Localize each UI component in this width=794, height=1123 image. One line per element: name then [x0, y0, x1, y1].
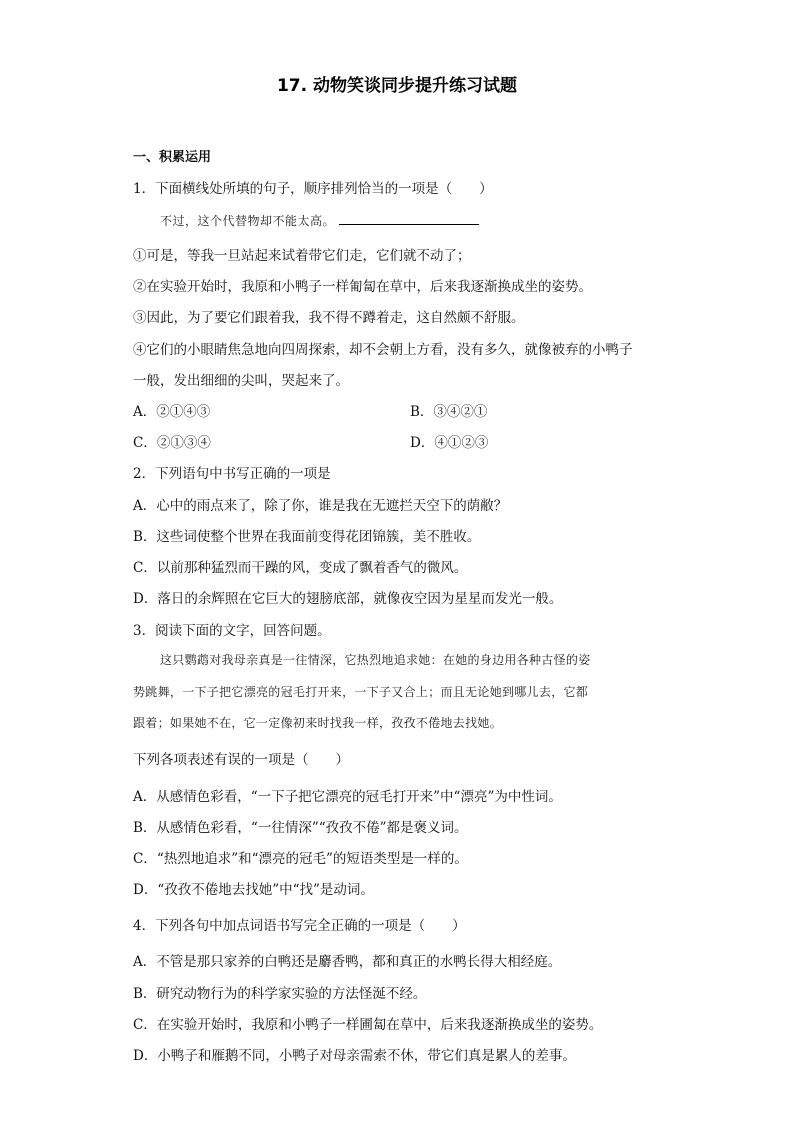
fill-blank — [339, 212, 479, 225]
passage-line-3: 跟着；如果她不在，它一定像初来时找我一样，孜孜不倦地去找她。 — [133, 716, 503, 730]
q4-option-c: C．在实验开始时，我原和小鸭子一样圃匐在草中，后来我逐渐换成坐的姿势。 — [133, 1017, 603, 1033]
q2-option-b: B．这些词使整个世界在我面前变得花团锦簇，美不胜收。 — [133, 529, 481, 545]
q2-option-a: A．心中的雨点来了，除了你，谁是我在无遮拦天空下的荫敝？ — [133, 498, 508, 514]
q1-option-a: A．②①④③ — [133, 404, 211, 420]
passage-line-1: 这只鹦鹉对我母亲真是一往情深，它热烈地追求她：在她的身边用各种古怪的姿 — [160, 653, 591, 667]
q1-option-c: C．②①③④ — [133, 435, 211, 451]
q2-option-c: C．以前那种猛烈而干躁的风，变成了飘着香气的微风。 — [133, 560, 468, 576]
q4-option-a: A．不管是那只家养的白鸭还是麝香鸭，都和真正的水鸭长得大相经庭。 — [133, 954, 562, 970]
q3-option-d: D．“孜孜不倦地去找她”中“找”是动词。 — [133, 882, 374, 898]
question-3-stem: 3．阅读下面的文字，回答问题。 — [133, 623, 331, 639]
quote-text: 不过，这个代替物却不能太高。 — [160, 214, 336, 228]
q1-item-4: ④它们的小眼睛焦急地向四周探索，却不会朝上方看，没有多久，就像被弃的小鸭子 — [133, 342, 633, 358]
q1-item-2: ②在实验开始时，我原和小鸭子一样匍匐在草中，后来我逐渐换成坐的姿势。 — [133, 279, 592, 295]
q1-item-1: ①可是，等我一旦站起来试着带它们走，它们就不动了； — [133, 248, 471, 264]
q1-option-b: B．③④②① — [410, 404, 488, 420]
q3-option-b: B．从感情色彩看，“一往情深”“孜孜不倦”都是褒义词。 — [133, 820, 468, 836]
q1-item-3: ③因此，为了要它们跟着我，我不得不蹲着走，这自然颇不舒服。 — [133, 310, 525, 326]
question-1-stem: 1．下面横线处所填的句子，顺序排列恰当的一项是（ ） — [133, 181, 493, 197]
page-title: 17. 动物笑谈同步提升练习试题 — [276, 76, 518, 96]
question-3-sub-stem: 下列各项表述有误的一项是（ ） — [133, 752, 349, 768]
question-1-quote — [160, 212, 479, 229]
question-4-stem: 4．下列各句中加点词语书写完全正确的一项是（ ） — [133, 918, 466, 934]
q1-item-4-cont: 一般，发出细细的尖叫，哭起来了。 — [133, 373, 349, 389]
q2-option-d: D．落日的余辉照在它巨大的翅膀底部，就像夜空因为星星而发光一般。 — [133, 591, 563, 607]
q3-option-a: A．从感情色彩看，“一下子把它漂亮的冠毛打开来”中“漂亮”为中性词。 — [133, 789, 562, 805]
passage-line-2: 势跳舞，一下子把它漂亮的冠毛打开来，一下子又合上；而且无论她到哪儿去，它都 — [133, 685, 589, 699]
q4-option-d: D．小鸭子和雁鹅不同，小鸭子对母亲需索不休，带它们真是累人的差事。 — [133, 1048, 576, 1064]
q4-option-b: B．研究动物行为的科学家实验的方法怪涎不经。 — [133, 986, 427, 1002]
question-2-stem: 2．下列语句中书写正确的一项是 — [133, 466, 331, 482]
q3-option-c: C．“热烈地追求”和“漂亮的冠毛”的短语类型是一样的。 — [133, 851, 468, 867]
q1-option-d: D．④①②③ — [410, 435, 489, 451]
section-heading: 一、积累运用 — [133, 150, 212, 165]
